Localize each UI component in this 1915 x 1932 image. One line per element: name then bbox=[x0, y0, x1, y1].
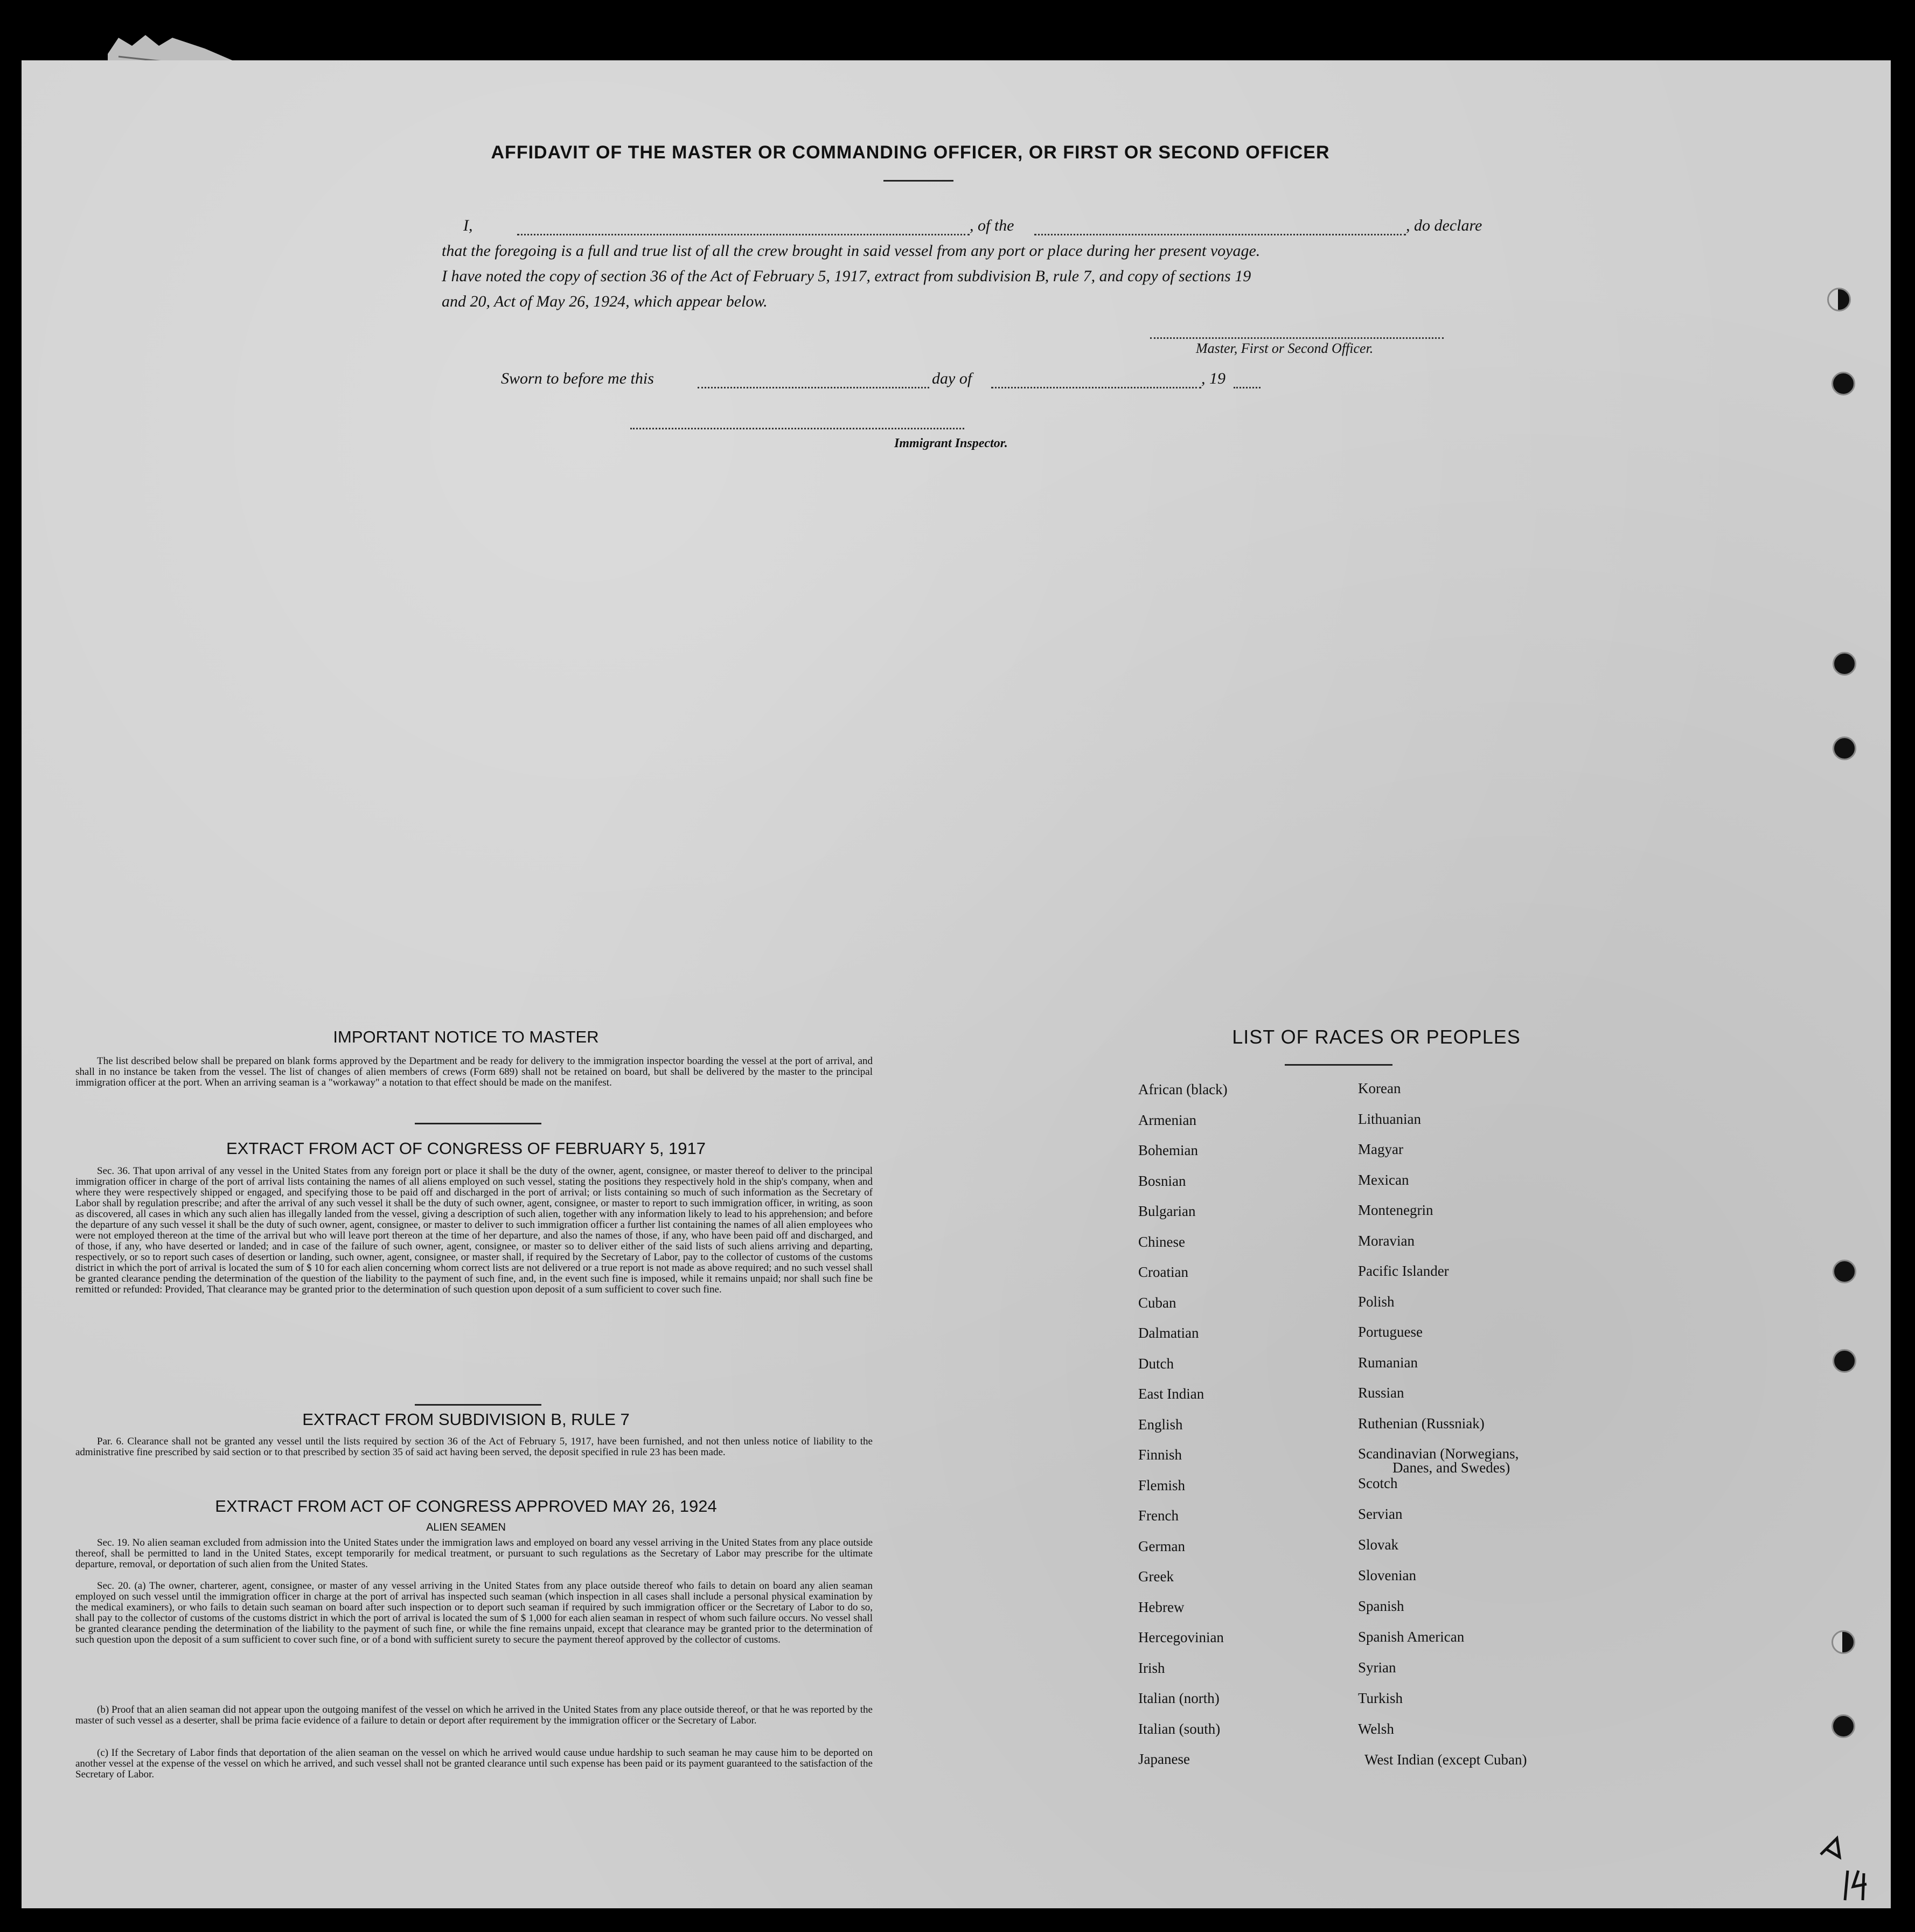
race-item: Slovak bbox=[1358, 1537, 1399, 1553]
race-item: Bulgarian bbox=[1138, 1203, 1196, 1219]
affidavit-line4: and 20, Act of May 26, 1924, which appear below. bbox=[442, 293, 768, 310]
races-title: LIST OF RACES OR PEOPLES bbox=[1232, 1026, 1521, 1048]
affidavit-line1-declare: , do declare bbox=[1406, 217, 1482, 234]
race-item: Japanese bbox=[1138, 1751, 1190, 1767]
race-item: African (black) bbox=[1138, 1081, 1228, 1097]
race-item: Polish bbox=[1358, 1293, 1395, 1310]
affidavit-line1-of: , of the bbox=[970, 217, 1014, 234]
race-item: Slovenian bbox=[1358, 1567, 1416, 1583]
extract-1924-subtitle: ALIEN SEAMEN bbox=[426, 1521, 506, 1533]
binder-hole-icon bbox=[1833, 652, 1856, 676]
race-item: Servian bbox=[1358, 1506, 1403, 1522]
race-item: Greek bbox=[1138, 1568, 1174, 1584]
race-item: Cuban bbox=[1138, 1294, 1176, 1311]
race-item: Dutch bbox=[1138, 1355, 1174, 1372]
binder-hole-icon bbox=[1832, 372, 1855, 395]
day-of-label: day of bbox=[932, 370, 972, 387]
race-item: Flemish bbox=[1138, 1477, 1186, 1493]
race-item: French bbox=[1138, 1507, 1179, 1524]
races-right-column bbox=[1358, 1081, 1627, 1798]
inspector-caption: Immigrant Inspector. bbox=[894, 436, 1008, 450]
binder-hole-icon bbox=[1832, 1714, 1855, 1738]
race-item: Finnish bbox=[1138, 1447, 1182, 1463]
sec20a-body: Sec. 20. (a) The owner, charterer, agent, consignee, or master of any vessel arriving in the United States from any place outside thereof who fails to detain on board any alien seaman employed on such vessel until the immigration officer in charge at the port of arrival has inspected such seaman (which inspection in all cases shall include a personal physical examination by the medical examiners), or who fails to detain such seaman on board after such inspection or to deport such seaman if required by such immigration officer or the Secretary of Labor to do so, shall pay to the collector of customs of the customs district in which the port of arrival is located the sum of $ 1,000 for each alien seaman in respect of whom such failure occurs. No vessel shall be granted clearance pending the determination of the liability to the payment of such fine, or while the fine remains unpaid, except that clearance may be granted prior to the determination of such question upon the deposit of a sum sufficient to cover such fine, or of a bond with sufficient surety to secure the payment thereof approved by the collector of customs. bbox=[75, 1580, 873, 1645]
notice-body: The list described below shall be prepared on blank forms approved by the Department and be ready for delivery to the immigration inspector boarding the vessel at the port of arrival, and shall in no instance be taken from the vessel. The list of changes of alien members of crews (Form 689) shall not be retained on board, but shall be delivered by the master to the principal immigration officer at the port. When an arriving seaman is a "workaway" a notation to that effect should be made on the manifest. bbox=[75, 1055, 873, 1088]
race-item: Italian (north) bbox=[1138, 1690, 1220, 1706]
binder-hole-icon bbox=[1832, 1630, 1855, 1654]
vessel-blank[interactable] bbox=[1034, 234, 1406, 235]
race-item: English bbox=[1138, 1416, 1183, 1433]
race-item: Bosnian bbox=[1138, 1172, 1186, 1189]
race-item: Welsh bbox=[1358, 1721, 1394, 1737]
sec19-body: Sec. 19. No alien seaman excluded from admission into the United States under the immigration laws and employed on board any vessel arriving in the United States from any place outside thereof, shall be permitted to land in the United States, except temporarily for medical treatment, or pursuant to such regulations as the Secretary of Labor may prescribe for the ultimate departure, removal, or deportation of such alien from the United States. bbox=[75, 1537, 873, 1570]
race-item: Chinese bbox=[1138, 1233, 1185, 1250]
race-item: Scandinavian (Norwegians, bbox=[1358, 1445, 1519, 1462]
races-title-underline bbox=[1285, 1064, 1392, 1066]
rule7-body: Par. 6. Clearance shall not be granted any vessel until the lists required by section 36 of the Act of February 5, 1917, have been furnished, and not then unless notice of liability to the administrative fine prescribed by said section or to that prescribed by section 35 of said act having been served, the deposit specified in rule 23 has been made. bbox=[75, 1436, 873, 1458]
races-left-column bbox=[1138, 1081, 1364, 1798]
document-page bbox=[22, 60, 1891, 1908]
race-item: German bbox=[1138, 1538, 1185, 1554]
race-item: Mexican bbox=[1358, 1171, 1409, 1188]
sworn-label: Sworn to before me this bbox=[501, 370, 654, 387]
rule7-title: EXTRACT FROM SUBDIVISION B, RULE 7 bbox=[302, 1410, 630, 1429]
race-item: Armenian bbox=[1138, 1111, 1196, 1128]
extract-1924-title: EXTRACT FROM ACT OF CONGRESS APPROVED MAY 26, 1924 bbox=[215, 1497, 717, 1516]
race-item: Montenegrin bbox=[1358, 1202, 1433, 1218]
race-item: Russian bbox=[1358, 1385, 1404, 1401]
name-blank[interactable] bbox=[517, 234, 970, 235]
race-item: Dalmatian bbox=[1138, 1325, 1199, 1341]
year-blank[interactable] bbox=[1234, 387, 1261, 388]
race-item: Spanish bbox=[1358, 1598, 1404, 1614]
race-item: Hercegovinian bbox=[1138, 1629, 1224, 1645]
race-item: Syrian bbox=[1358, 1659, 1396, 1676]
divider-2 bbox=[415, 1404, 541, 1406]
race-item: Magyar bbox=[1358, 1141, 1403, 1157]
race-item: Scotch bbox=[1358, 1475, 1398, 1491]
divider-1 bbox=[415, 1123, 541, 1124]
race-item: Italian (south) bbox=[1138, 1720, 1221, 1737]
affidavit-line1-i: I, bbox=[463, 217, 473, 234]
sec20c-body: (c) If the Secretary of Labor finds that deportation of the alien seaman on the vessel on which he arrived would cause undue hardship to such seaman he may cause him to be deported on another vessel at the expense of the vessel on which he arrived, and such vessel shall not be granted clearance until such expense has been paid or its payment guaranteed to the satisfaction of the Secretary of Labor. bbox=[75, 1747, 873, 1780]
race-item: Rumanian bbox=[1358, 1354, 1418, 1371]
race-item: Turkish bbox=[1358, 1690, 1403, 1706]
binder-hole-icon bbox=[1833, 736, 1856, 760]
inspector-signature-blank[interactable] bbox=[630, 428, 964, 429]
race-item: Croatian bbox=[1138, 1264, 1188, 1280]
year-prefix: , 19 bbox=[1201, 370, 1225, 387]
master-caption: Master, First or Second Officer. bbox=[1196, 340, 1374, 356]
affidavit-title: AFFIDAVIT OF THE MASTER OR COMMANDING OFFICER, OR FIRST OR SECOND OFFICER bbox=[491, 142, 1330, 163]
race-item: Bohemian bbox=[1138, 1142, 1198, 1158]
race-item: East Indian bbox=[1138, 1386, 1204, 1402]
master-signature-blank[interactable] bbox=[1150, 337, 1444, 339]
race-item: Pacific Islander bbox=[1358, 1263, 1449, 1279]
sworn-month-blank[interactable] bbox=[991, 387, 1201, 388]
affidavit-line3: I have noted the copy of section 36 of the Act of February 5, 1917, extract from subdivision B, rule 7, and copy of sections 19 bbox=[442, 267, 1251, 285]
race-item: Spanish American bbox=[1358, 1629, 1465, 1645]
sworn-day-blank[interactable] bbox=[698, 387, 929, 388]
binder-hole-icon bbox=[1833, 1260, 1856, 1283]
title-underline bbox=[883, 180, 953, 182]
sec20b-body: (b) Proof that an alien seaman did not appear upon the outgoing manifest of the vessel on which he arrived in the United States from any place outside thereof, or that he was reported by the master of such vessel as a deserter, shall be prima facie evidence of a failure to detain or deport after requirement by the immigration officer or the Secretary of Labor. bbox=[75, 1704, 873, 1726]
race-item: Danes, and Swedes) bbox=[1392, 1460, 1510, 1476]
binder-hole-icon bbox=[1827, 288, 1851, 311]
race-item: Irish bbox=[1138, 1659, 1165, 1676]
race-item: Korean bbox=[1358, 1080, 1401, 1096]
race-item: Portuguese bbox=[1358, 1324, 1423, 1340]
notice-title: IMPORTANT NOTICE TO MASTER bbox=[333, 1027, 599, 1046]
race-item: Lithuanian bbox=[1358, 1110, 1421, 1127]
extract-1917-body: Sec. 36. That upon arrival of any vessel in the United States from any foreign port or place it shall be the duty of the owner, agent, consignee, or master thereof to deliver to the principal immigration officer in charge of the port of arrival lists containing the names of all aliens employed on such vessel, stating the positions they respectively hold in the ship's company, when and where they were respectively shipped or engaged, and specifying those to be paid off and discharged in the port of arrival; or lists containing so much of such information as the Secretary of Labor shall by regulation prescribe; and after the arrival of any such vessel it shall be the duty of such owner, agent, consignee, or master to report to such immigration officer, in writing, as soon as discovered, all cases in which any such alien has illegally landed from the vessel, giving a description of such alien, together with any information likely to lead to his apprehension; and before the departure of any such vessel it shall be the duty of such owner, agent, consignee, or master to deliver to such immigration officer a further list containing the names of all alien employees who were not employed thereon at the time of the arrival but who will leave port thereon at the time of her departure, and also the names of those, if any, who have been paid off and discharged, and of those, if any, who have deserted or landed; and in case of the failure of such owner, agent, consignee, or master so to deliver either of the said lists of such aliens arriving and departing, respectively, or so to report such cases of desertion or landing, such owner, agent, consignee, or master shall, if required by the Secretary of Labor, pay to the collector of customs of the customs district in which the port of arrival is located the sum of $ 10 for each alien concerning whom correct lists are not delivered or a true report is not made as above required; and no such vessel shall be granted clearance pending the determination of the question of the liability to the payment of such fine, and, in the event such fine is imposed, while it remains unpaid; nor shall such fine be remitted or refunded: Provided, That clearance may be granted prior to the determination of such question upon deposit of a sum sufficient to cover such fine. bbox=[75, 1165, 873, 1295]
binder-hole-icon bbox=[1833, 1349, 1856, 1373]
handwritten-mark bbox=[1815, 1833, 1875, 1903]
race-item: Ruthenian (Russniak) bbox=[1358, 1415, 1485, 1431]
race-item: Hebrew bbox=[1138, 1599, 1185, 1615]
affidavit-line2: that the foregoing is a full and true list of all the crew brought in said vessel from any port or place during her present voyage. bbox=[442, 242, 1261, 260]
race-item: Moravian bbox=[1358, 1232, 1415, 1249]
extract-1917-title: EXTRACT FROM ACT OF CONGRESS OF FEBRUARY 5, 1917 bbox=[226, 1139, 706, 1158]
race-item: West Indian (except Cuban) bbox=[1364, 1752, 1527, 1768]
